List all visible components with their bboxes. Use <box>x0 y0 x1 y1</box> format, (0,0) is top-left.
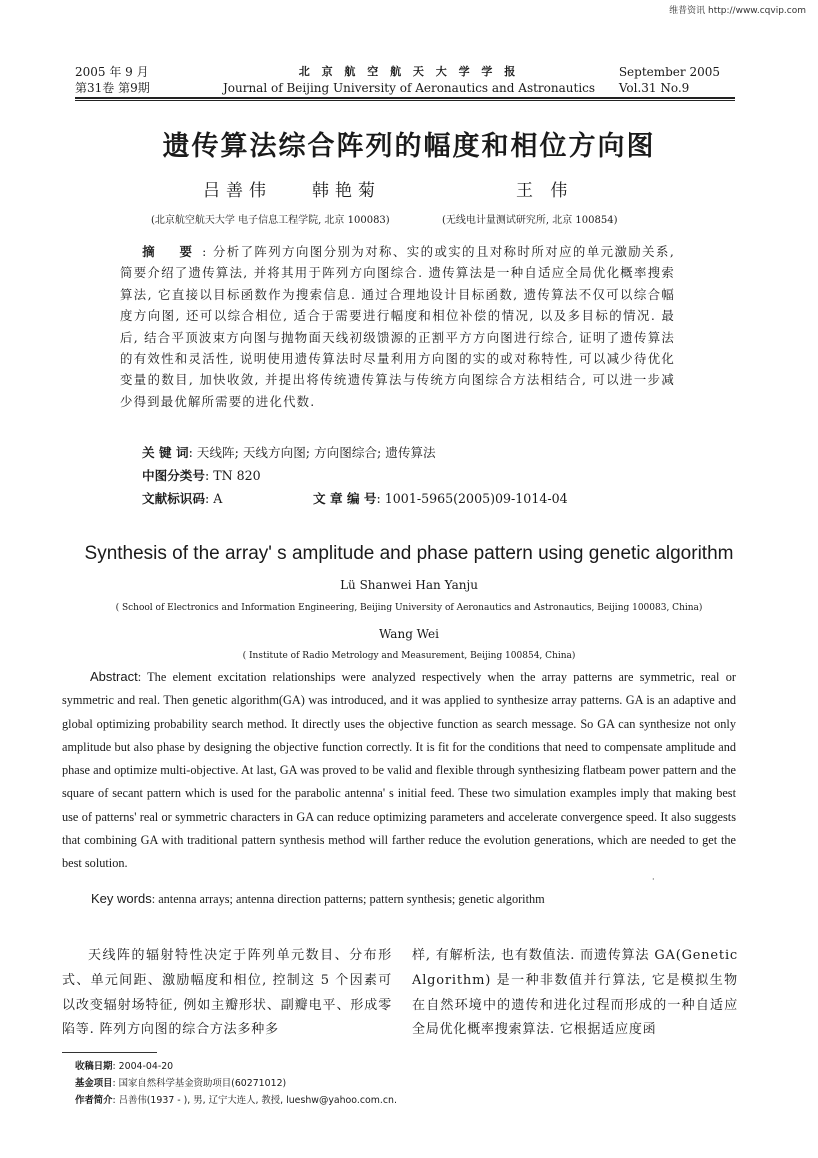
header-right <box>619 64 720 96</box>
document-code <box>142 487 222 510</box>
fund-text: : 国家自然科学基金资助项目(60271012) <box>112 1078 287 1090</box>
authors-en-2: Wang Wei <box>379 627 439 641</box>
footnotes <box>75 1058 397 1110</box>
keywords-cn <box>142 441 436 464</box>
abstract-en-text: : The element excitation relationships were analyzed respectively when the array patterns are symmetric, real or symmetric and real. Then genetic algorithm(GA) was introduced, and it was applied to synthesize array patterns. GA is an adaptive and global optimizing probability search method. It directly uses the objective function as search message. So GA can synthesize not only amplitude but also phase by designing the objective function correctly. It is fit for the conditions that need to compensate amplitude and phase and optimize multi-objective. At last, GA was proved to be valid and flexible through synthesizing flatbeam power pattern and the square of secant pattern which is used for the parabolic antenna' s initial feed. These two simulation examples imply that making best use of patterns' real or symmetric characters in GA can reduce optimizing parameters and accelerate convergence speed. It also suggests that combining GA with traditional pattern synthesis method will farther reduce the evolution generations, which are needed to get the best solution. <box>62 670 736 871</box>
header-center <box>200 64 618 96</box>
paper-title-en: Synthesis of the array' s amplitude and phase pattern using genetic algorithm <box>84 543 734 564</box>
journal-name-cn: 北 京 航 空 航 天 大 学 学 报 <box>298 65 520 78</box>
author-cn-3: 王 伟 <box>516 181 574 201</box>
keywords-en-label: Key words <box>91 891 152 906</box>
body-column-left: 天线阵的辐射特性决定于阵列单元数目、分布形式、单元间距、激励幅度和相位, 控制这 5 个因素可以改变辐射场特征, 例如主瓣形状、副瓣电平、形成零陷等. 阵列方向图的综合方法多种多 <box>62 948 392 1038</box>
header-date-en: September 2005 <box>618 65 720 79</box>
journal-name-en: Journal of Beijing University of Aeronautics and Astronautics <box>222 81 596 95</box>
header-left <box>75 64 150 96</box>
clc-text: : TN 820 <box>204 468 261 483</box>
footnote-received <box>75 1058 397 1075</box>
author-cn-1: 吕善伟 <box>203 181 272 201</box>
affiliation-cn-1: (北京航空航天大学 电子信息工程学院, 北京 100083) <box>151 215 390 226</box>
affiliation-en-1: ( School of Electronics and Information Engineering, Beijing University of Aeronautics and Astronautics, Beijing 100083, China) <box>115 603 703 613</box>
affiliation-en-2: ( Institute of Radio Metrology and Measurement, Beijing 100854, China) <box>242 651 576 661</box>
received-label: 收稿日期 <box>75 1061 113 1072</box>
body-column-right: 样, 有解析法, 也有数值法. 而遗传算法 GA(Genetic Algorithm) 是一种非数值并行算法, 它是模拟生物在自然环境中的遗传和进化过程而形成的一种自适应全局优化概率搜索算法. 它根据适应度函 <box>412 948 738 1038</box>
header-volume-en: Vol.31 No.9 <box>618 81 690 95</box>
watermark: 维普资讯 http://www.cqvip.com <box>669 6 806 16</box>
article-number <box>313 487 568 510</box>
paper-title-cn: 遗传算法综合阵列的幅度和相位方向图 <box>162 131 656 162</box>
doc-code-label: 文献标识码 <box>142 491 205 506</box>
authors-en-1: Lü Shanwei Han Yanju <box>340 578 478 592</box>
doc-code-text: : A <box>204 491 223 506</box>
header-rule <box>75 97 735 99</box>
keywords-cn-text: : 天线阵; 天线方向图; 方向图综合; 遗传算法 <box>188 445 436 460</box>
stray-mark: · <box>652 875 655 884</box>
footnote-author <box>75 1092 397 1109</box>
author-cn-2: 韩艳菊 <box>312 181 381 201</box>
footnote-fund <box>75 1075 397 1092</box>
affiliation-cn-2: (无线电计量测试研究所, 北京 100854) <box>442 215 618 226</box>
abstract-cn-text: : 分析了阵列方向图分别为对称、实的或实的且对称时所对应的单元激励关系, 简要介绍了遗传算法, 并将其用于阵列方向图综合. 遗传算法是一种自适应全局优化概率搜索算法, 它直接以目标函数作为搜索信息. 通过合理地设计目标函数, 遗传算法不仅可以综合幅度方向图, 还可以综合相位, 适合于需要进行幅度和相位补偿的情况, 以及多目标的情况. 最后, 结合平顶波束方向图与抛物面天线初级馈源的正割平方方向图进行综合, 证明了遗传算法的有效性和灵活性, 说明使用遗传算法时尽量利用方向图的实的或对称特性, 可以减少待优化变量的数目, 加快收敛, 并提出将传统遗传算法与传统方向图综合方法相结合, 可以进一步减少得到最优解所需要的进化代数. <box>120 244 675 409</box>
fund-label: 基金项目 <box>75 1078 113 1090</box>
clc-label: 中图分类号 <box>142 468 205 483</box>
keywords-cn-label: 关 键 词 <box>142 445 189 460</box>
header-date: 2005 年 9 月 <box>75 65 149 79</box>
article-number-text: : 1001-5965(2005)09-1014-04 <box>376 491 568 506</box>
header-volume-cn: 第31卷 第9期 <box>75 81 150 95</box>
header-rule-thin <box>75 100 735 101</box>
clc-number <box>142 464 261 487</box>
abstract-cn-label: 摘 要 <box>142 244 203 259</box>
received-date: : 2004-04-20 <box>112 1061 174 1072</box>
article-number-label: 文 章 编 号 <box>313 491 377 506</box>
keywords-en-text: : antenna arrays; antenna direction patterns; pattern synthesis; genetic algorithm <box>151 892 545 906</box>
abstract-cn <box>120 241 675 412</box>
abstract-en-label: Abstract <box>90 669 138 684</box>
author-bio-text: : 吕善伟(1937 - ), 男, 辽宁大连人, 教授, lueshw@yahoo.com.cn. <box>112 1095 397 1107</box>
footnote-rule <box>62 1052 157 1053</box>
author-bio-label: 作者简介 <box>75 1095 113 1107</box>
abstract-en <box>62 665 736 876</box>
keywords-en <box>91 891 545 907</box>
